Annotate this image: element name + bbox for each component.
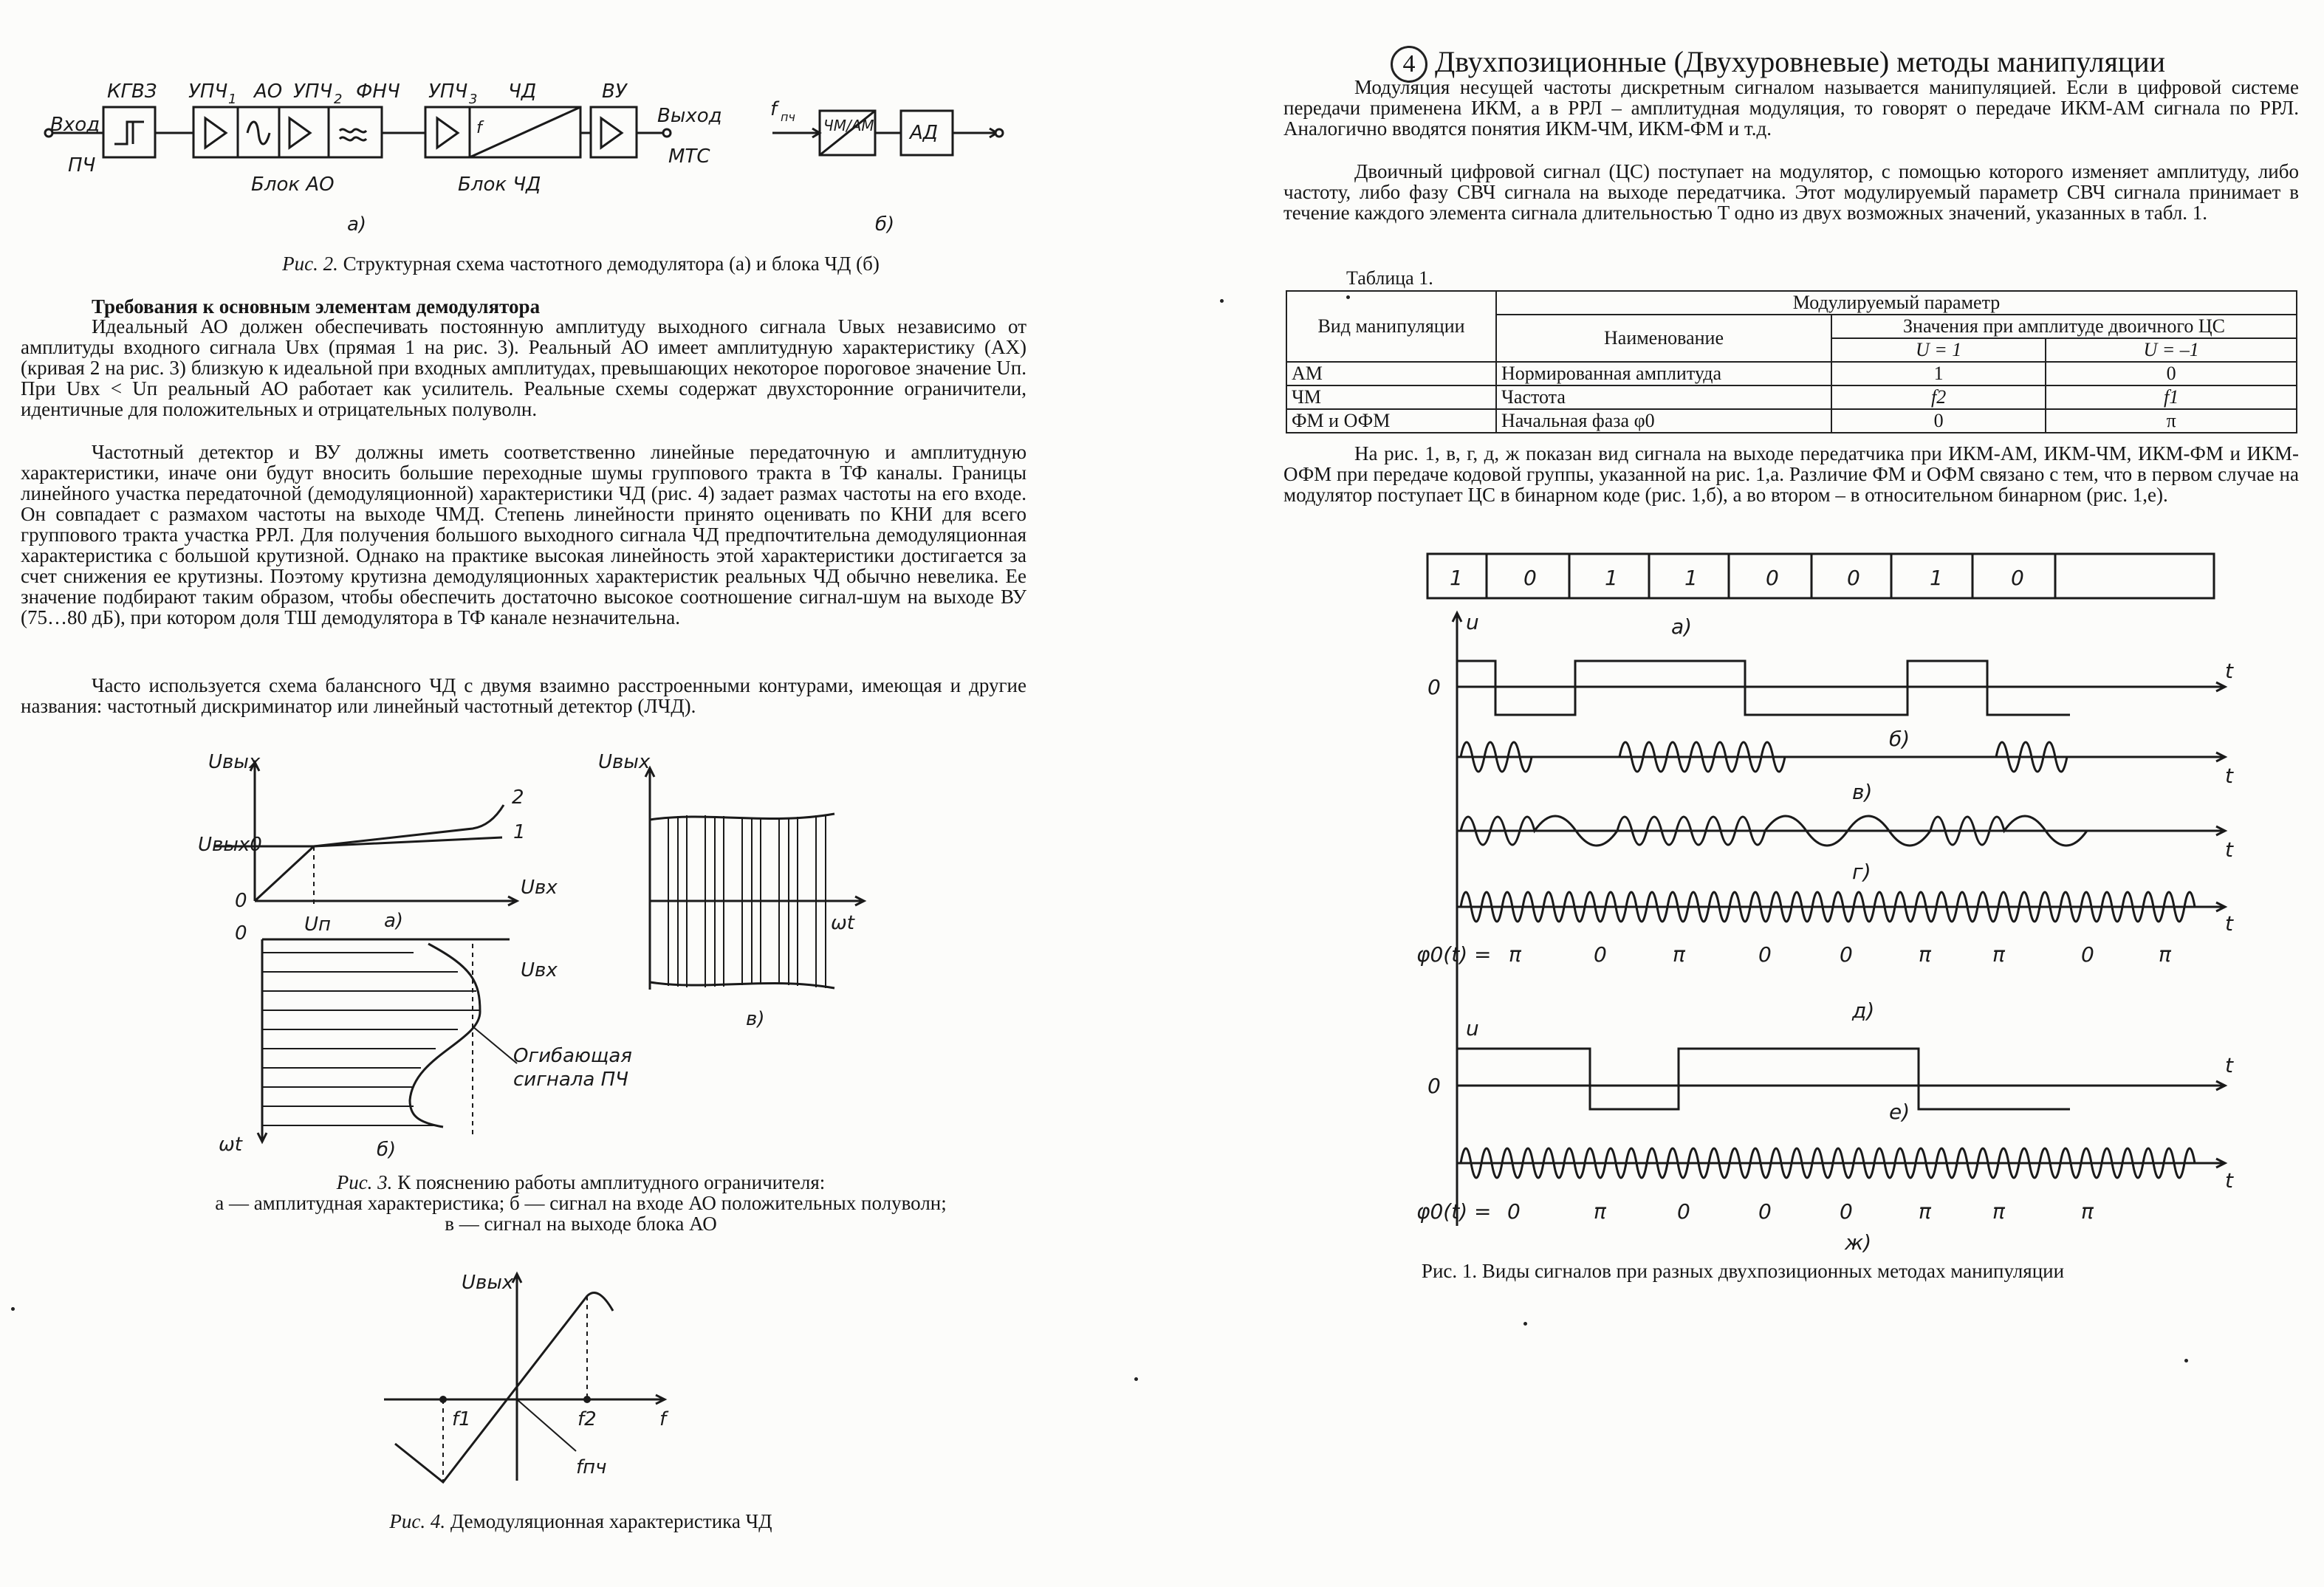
th-values: Значения при амплитуде двоичного ЦС <box>1831 315 2297 338</box>
fig1-bit: 0 <box>1523 566 1537 590</box>
fig2-label-upch1: УПЧ <box>188 80 228 103</box>
fig4-caption-prefix: Рис. 4. <box>389 1510 446 1532</box>
right-para-3: На рис. 1, в, г, д, ж показан вид сигнала на выходе передатчика при ИКМ-АМ, ИКМ-ЧМ, ИКМ-ФМ и ИКМ-ОФМ при передаче кодовой группы, указанной на рис. 1,а. Различие ФМ и ОФМ связано с тем, что в первом случае на модулятор поступает ЦС в бинарном коде (рис. 1,б), а во втором – в относительном бинарном (рис. 1,е). <box>1283 442 2299 506</box>
th-kind: Вид манипуляции <box>1286 291 1496 362</box>
cell-name: Нормированная амплитуда <box>1496 362 1831 385</box>
fig3b-wt: ωt <box>219 1134 242 1156</box>
fig1-phi-zh-val: 0 <box>1507 1199 1521 1224</box>
fig2-label-fnch: ФНЧ <box>356 80 400 103</box>
fig1-phi-zh-val: 0 <box>1840 1199 1853 1224</box>
cell-v2: π <box>2046 409 2297 433</box>
fig2-input-1: Вход <box>50 114 100 136</box>
fig1-phi-zh: φ0(t) = <box>1416 1199 1492 1224</box>
fig3a-uin: Uвх <box>521 877 558 899</box>
cell-v1: f2 <box>1831 385 2046 409</box>
fig4-f2: f2 <box>577 1408 597 1430</box>
fig2-output-2: МТС <box>668 145 710 168</box>
fig1-phi-d-val: π <box>1509 942 1521 967</box>
fig1-caption: Рис. 1. Виды сигналов при разных двухпозиционных методах манипуляции <box>1421 1260 2065 1282</box>
fig4-f1: f1 <box>452 1408 471 1430</box>
fig1-phi-d-val: π <box>1992 942 2005 967</box>
fig3a-up: Uп <box>304 914 332 936</box>
fig1-t-v: t <box>2225 764 2233 788</box>
th-u1: U = 1 <box>1831 338 2046 362</box>
fig2-caption-prefix: Рис. 2. <box>282 253 338 275</box>
fig2b-ad: АД <box>910 122 939 144</box>
fig3a-uout0: Uвых0 <box>198 834 262 856</box>
cell-v1: 1 <box>1831 362 2046 385</box>
fig3v-wt: ωt <box>831 912 854 934</box>
fig1-t-zh: t <box>2225 1168 2233 1193</box>
fig3b-envelope-2: сигнала ПЧ <box>513 1069 628 1091</box>
table-title: Таблица 1. <box>1346 267 1433 289</box>
table-row <box>1286 409 2297 433</box>
fig1-phi-d-val: 0 <box>1758 942 1772 967</box>
fig3-caption <box>0 1172 1162 1234</box>
cell-v2: 0 <box>2046 362 2297 385</box>
fig1-phi-d-val: π <box>1673 942 1685 967</box>
fig1-phi-zh-val: 0 <box>1677 1199 1690 1224</box>
fig3a-curve2: 2 <box>512 786 524 809</box>
fig2-label-vu: ВУ <box>602 80 627 103</box>
fig3a-uout: Uвых <box>208 751 261 773</box>
fig1-label-zh: ж) <box>1845 1230 1872 1255</box>
right-para-1: Модуляция несущей частоты дискретным сигналом называется манипуляцией. Если в цифровой системе передачи применена ИКМ, а в РРЛ – амплитудная модуляция, то говорят о передаче ИКМ-АМ сигнала по РРЛ. Аналогично вводятся понятия ИКМ-ЧМ, ИКМ-ФМ и т.д. <box>1283 76 2299 140</box>
fig1-phi-zh-val: π <box>1594 1199 1606 1224</box>
cell-name: Частота <box>1496 385 1831 409</box>
fig1-manipulation-signals <box>1162 546 2324 1255</box>
fig4-caption-text: Демодуляционная характеристика ЧД <box>450 1510 772 1532</box>
fig1-phi-d-val: 0 <box>1594 942 1607 967</box>
th-name: Наименование <box>1496 315 1831 362</box>
fig1-phi-d-val: 0 <box>2081 942 2094 967</box>
fig2-sub-b: б) <box>875 213 895 236</box>
right-page <box>1162 0 2324 1587</box>
fig1-phi-d-val: π <box>2159 942 2171 967</box>
fig1-t-g: t <box>2225 837 2233 862</box>
fig1-label-d: д) <box>1852 998 1875 1023</box>
cell-kind: ЧМ <box>1286 385 1496 409</box>
fig3b-zero: 0 <box>235 922 247 945</box>
fig1-bit: 0 <box>2011 566 2024 590</box>
cell-v2: f1 <box>2046 385 2297 409</box>
cell-kind: АМ <box>1286 362 1496 385</box>
left-para-3: Часто используется схема балансного ЧД с двумя взаимно расстроенными контурами, имеющая и другие названия: частотный дискриминатор или линейный частотный детектор (ЛЧД). <box>21 674 1026 717</box>
fig2-caption-text: Структурная схема частотного демодулятора (а) и блока ЧД (б) <box>343 253 880 275</box>
fig2-caption <box>0 253 1162 275</box>
fig3b-sub: б) <box>377 1139 397 1161</box>
table-1 <box>1286 290 2297 433</box>
fig1-bit: 1 <box>1930 566 1943 590</box>
fig2-label-upch2: УПЧ <box>293 80 333 103</box>
fig3a-sub: а) <box>384 910 404 932</box>
fig2-output-1: Выход <box>657 105 722 127</box>
right-para-2: Двоичный цифровой сигнал (ЦС) поступает на модулятор, с помощью которого изменяет амплитуду, либо частоту, либо фазу СВЧ сигнала на выходе передатчика. Этот модулируемый параметр СВЧ сигнала принимает в течение каждого элемента сигнала длительностью T одно из двух возможных значений, указанных в табл. 1. <box>1283 160 2299 224</box>
fig2-label-upch2-sub: 2 <box>334 92 343 107</box>
fig1-u-e: u <box>1466 1016 1479 1041</box>
fig2b-fpch: f <box>770 98 778 120</box>
fig2-label-kgvz: КГВЗ <box>107 80 157 103</box>
fig1-bit: 1 <box>1684 566 1698 590</box>
fig3a-zero: 0 <box>235 890 247 912</box>
fig4-caption <box>0 1510 1162 1533</box>
fig1-label-e: е) <box>1889 1100 1910 1124</box>
fig3-amplitude-limiter <box>0 746 1162 1167</box>
fig3-caption-line2: а — амплитудная характеристика; б — сигнал на входе АО положительных полуволн; <box>215 1192 947 1214</box>
fig1-label-g: г) <box>1852 860 1871 884</box>
fig3b-envelope-1: Огибающая <box>513 1045 632 1067</box>
fig1-phi-zh-val: 0 <box>1758 1199 1772 1224</box>
fig2-group-chd: Блок ЧД <box>458 174 541 196</box>
fig1-u: u <box>1466 610 1479 634</box>
cell-kind: ФМ и ОФМ <box>1286 409 1496 433</box>
table-row <box>1286 362 2297 385</box>
fig4-demod-characteristic <box>0 1266 1162 1488</box>
fig3-caption-line1: К пояснению работы амплитудного ограничителя: <box>397 1171 826 1193</box>
fig1-phi-zh-val: π <box>2081 1199 2094 1224</box>
fig3b-uin: Uвх <box>521 959 558 981</box>
fig1-t-b: t <box>2225 659 2233 683</box>
fig1-bit: 0 <box>1766 566 1779 590</box>
fig2-group-ao: Блок АО <box>251 174 335 196</box>
fig1-zero-e: 0 <box>1427 1074 1441 1098</box>
left-para-2: Частотный детектор и ВУ должны иметь соответственно линейные передаточную и амплитудную характеристики, иначе они будут вносить большие переходные шумы группового тракта в ТФ каналы. Границы линейного участка передаточной (демодуляционной) характеристики ЧД (рис. 4) задает размах частоты на его входе. Он совпадает с размахом частоты на выходе ЧМД. Степень линейности принято оценивать по КНИ для всего группового тракта участка РРЛ. Для получения большого выходного сигнала ЧД предпочтительна демодуляционная характеристика с большой крутизной. Однако на практике высокая линейность этой характеристики достигается за счет снижения ее крутизны. Поэтому крутизна демодуляционных характеристик реальных ЧД обычно невелика. Ее значение подбирают таким образом, чтобы обеспечить достаточно высокое соотношение сигнал-шум на выходе ВУ (75…80 дБ), при котором доля ТШ демодулятора в ТФ канале незначительна. <box>21 441 1026 628</box>
fig3v-sub: в) <box>746 1008 765 1030</box>
fig3v-uout: Uвых <box>598 751 651 773</box>
fig2-label-upch3-sub: 3 <box>469 92 478 107</box>
fig1-phi-d: φ0(t) = <box>1416 942 1492 967</box>
fig1-phi-zh-val: π <box>1992 1199 2005 1224</box>
fig1-phi-d-val: 0 <box>1840 942 1853 967</box>
section-number: 4 <box>1391 46 1427 83</box>
requirements-heading: Требования к основным элементам демодулятора <box>92 295 541 318</box>
fig2-input-2: ПЧ <box>68 154 96 176</box>
fig2b-chm-am: ЧМ/АМ <box>823 117 874 134</box>
fig1-label-v: в) <box>1852 780 1873 804</box>
fig4-f: f <box>659 1408 667 1430</box>
fig3a-curve1: 1 <box>513 821 526 843</box>
cell-v1: 0 <box>1831 409 2046 433</box>
fig2-block-diagram <box>0 59 1162 244</box>
fig1-label-b: б) <box>1889 727 1910 751</box>
fig1-t-d: t <box>2225 911 2233 936</box>
left-para-1: Идеальный АО должен обеспечивать постоянную амплитуду выходного сигнала Uвых независимо от амплитуды входного сигнала Uвх (прямая 1 на рис. 3). Реальный АО имеет амплитудную характеристику (АХ) (кривая 2 на рис. 3) близкую к идеальной при входных амплитудах, превышающих некоторое пороговое значение Uп. При Uвх < Uп реальный АО работает как усилитель. Реальные схемы содержат двухсторонние ограничители, идентичные для положительных и отрицательных полуволн. <box>21 315 1026 420</box>
cell-name: Начальная фаза φ0 <box>1496 409 1831 433</box>
fig1-bit: 1 <box>1605 566 1618 590</box>
fig2-label-ao: АО <box>254 80 283 103</box>
fig2-sub-a: а) <box>347 213 367 236</box>
fig2b-fpch-sub: пч <box>781 110 795 124</box>
fig2-label-chd: ЧД <box>508 80 537 103</box>
fig3-caption-prefix: Рис. 3. <box>336 1171 393 1193</box>
fig4-uout: Uвых <box>462 1272 514 1294</box>
fig4-fpch: fпч <box>576 1456 607 1478</box>
th-param: Модулируемый параметр <box>1496 291 2297 315</box>
fig1-zero-b: 0 <box>1427 675 1441 699</box>
th-u-1: U = –1 <box>2046 338 2297 362</box>
fig2-label-upch3: УПЧ <box>428 80 468 103</box>
fig2-label-upch1-sub: 1 <box>228 92 237 107</box>
fig1-t-e: t <box>2225 1053 2233 1077</box>
fig3-caption-line3: в — сигнал на выходе блока АО <box>445 1213 717 1235</box>
fig1-bit: 0 <box>1847 566 1860 590</box>
fig1-bit: 1 <box>1450 566 1463 590</box>
fig2-fpch: f <box>476 119 482 137</box>
section-title-text: Двухпозиционные (Двухуровневые) методы манипуляции <box>1435 45 2166 78</box>
fig1-phi-zh-val: π <box>1919 1199 1931 1224</box>
fig1-phi-d-val: π <box>1919 942 1931 967</box>
table-row <box>1286 385 2297 409</box>
fig1-label-a: а) <box>1671 614 1693 639</box>
